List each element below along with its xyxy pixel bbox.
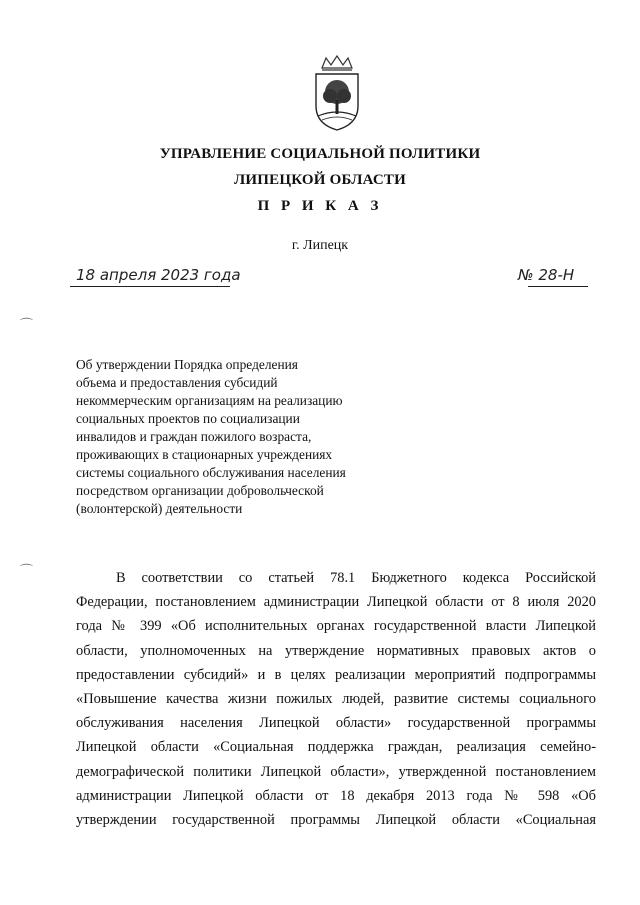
subject-line: социальных проектов по социализации [76, 411, 300, 426]
body-line: предоставлении субсидий» и в целях реализации мероприятий подпрограммы [76, 666, 596, 683]
subject-line: системы социального обслуживания населения [76, 465, 346, 480]
city-label: г. Липецк [291, 238, 349, 253]
body-line: области, уполномоченных на утверждение нормативных правовых актов о [76, 642, 596, 659]
subject-line: некоммерческим организациям на реализацию [76, 393, 343, 408]
body-line: администрации Липецкой области от 18 декабря 2013 года № 598 «Об [76, 787, 596, 804]
document-type-title: П Р И К А З [257, 198, 383, 214]
coat-of-arms-icon [308, 54, 366, 132]
org-name-line1: УПРАВЛЕНИЕ СОЦИАЛЬНОЙ ПОЛИТИКИ [159, 146, 481, 162]
body-line: В соответствии со статьей 78.1 Бюджетного кодекса Российской [116, 570, 596, 586]
subject-line: Об утверждении Порядка определения [76, 357, 298, 372]
subject-line: инвалидов и граждан пожилого возраста, [76, 429, 312, 444]
body-line: года № 399 «Об исполнительных органах государственной власти Липецкой [76, 618, 596, 635]
date-underline [70, 286, 230, 287]
margin-mark: ⌒ [20, 317, 34, 332]
order-subject [76, 356, 416, 518]
body-line: Федерации, постановлением администрации Липецкой области от 8 июля 2020 [76, 594, 596, 611]
body-line: Липецкой области «Социальная поддержка граждан, реализация семейно- [76, 739, 596, 756]
body-line: обслуживания населения Липецкой области» государственной программы [76, 715, 596, 732]
order-body-text [76, 566, 596, 832]
body-line: утверждении государственной программы Липецкой области «Социальная [76, 811, 596, 828]
handwritten-date: 18 апреля 2023 года [76, 266, 241, 284]
body-line: демографической политики Липецкой области», утвержденной постановлением [76, 763, 596, 780]
subject-line: (волонтерской) деятельности [76, 501, 243, 516]
org-name-line2: ЛИПЕЦКОЙ ОБЛАСТИ [234, 172, 406, 188]
margin-mark: ⌒ [20, 563, 34, 578]
number-underline [528, 286, 588, 287]
body-line: «Повышение качества жизни пожилых людей, развитие системы социального [76, 690, 596, 707]
subject-line: проживающих в стационарных учреждениях [76, 447, 333, 462]
subject-line: объема и предоставления субсидий [76, 375, 278, 390]
subject-line: посредством организации добровольческой [76, 483, 324, 498]
handwritten-order-number: № 28-Н [518, 266, 575, 284]
